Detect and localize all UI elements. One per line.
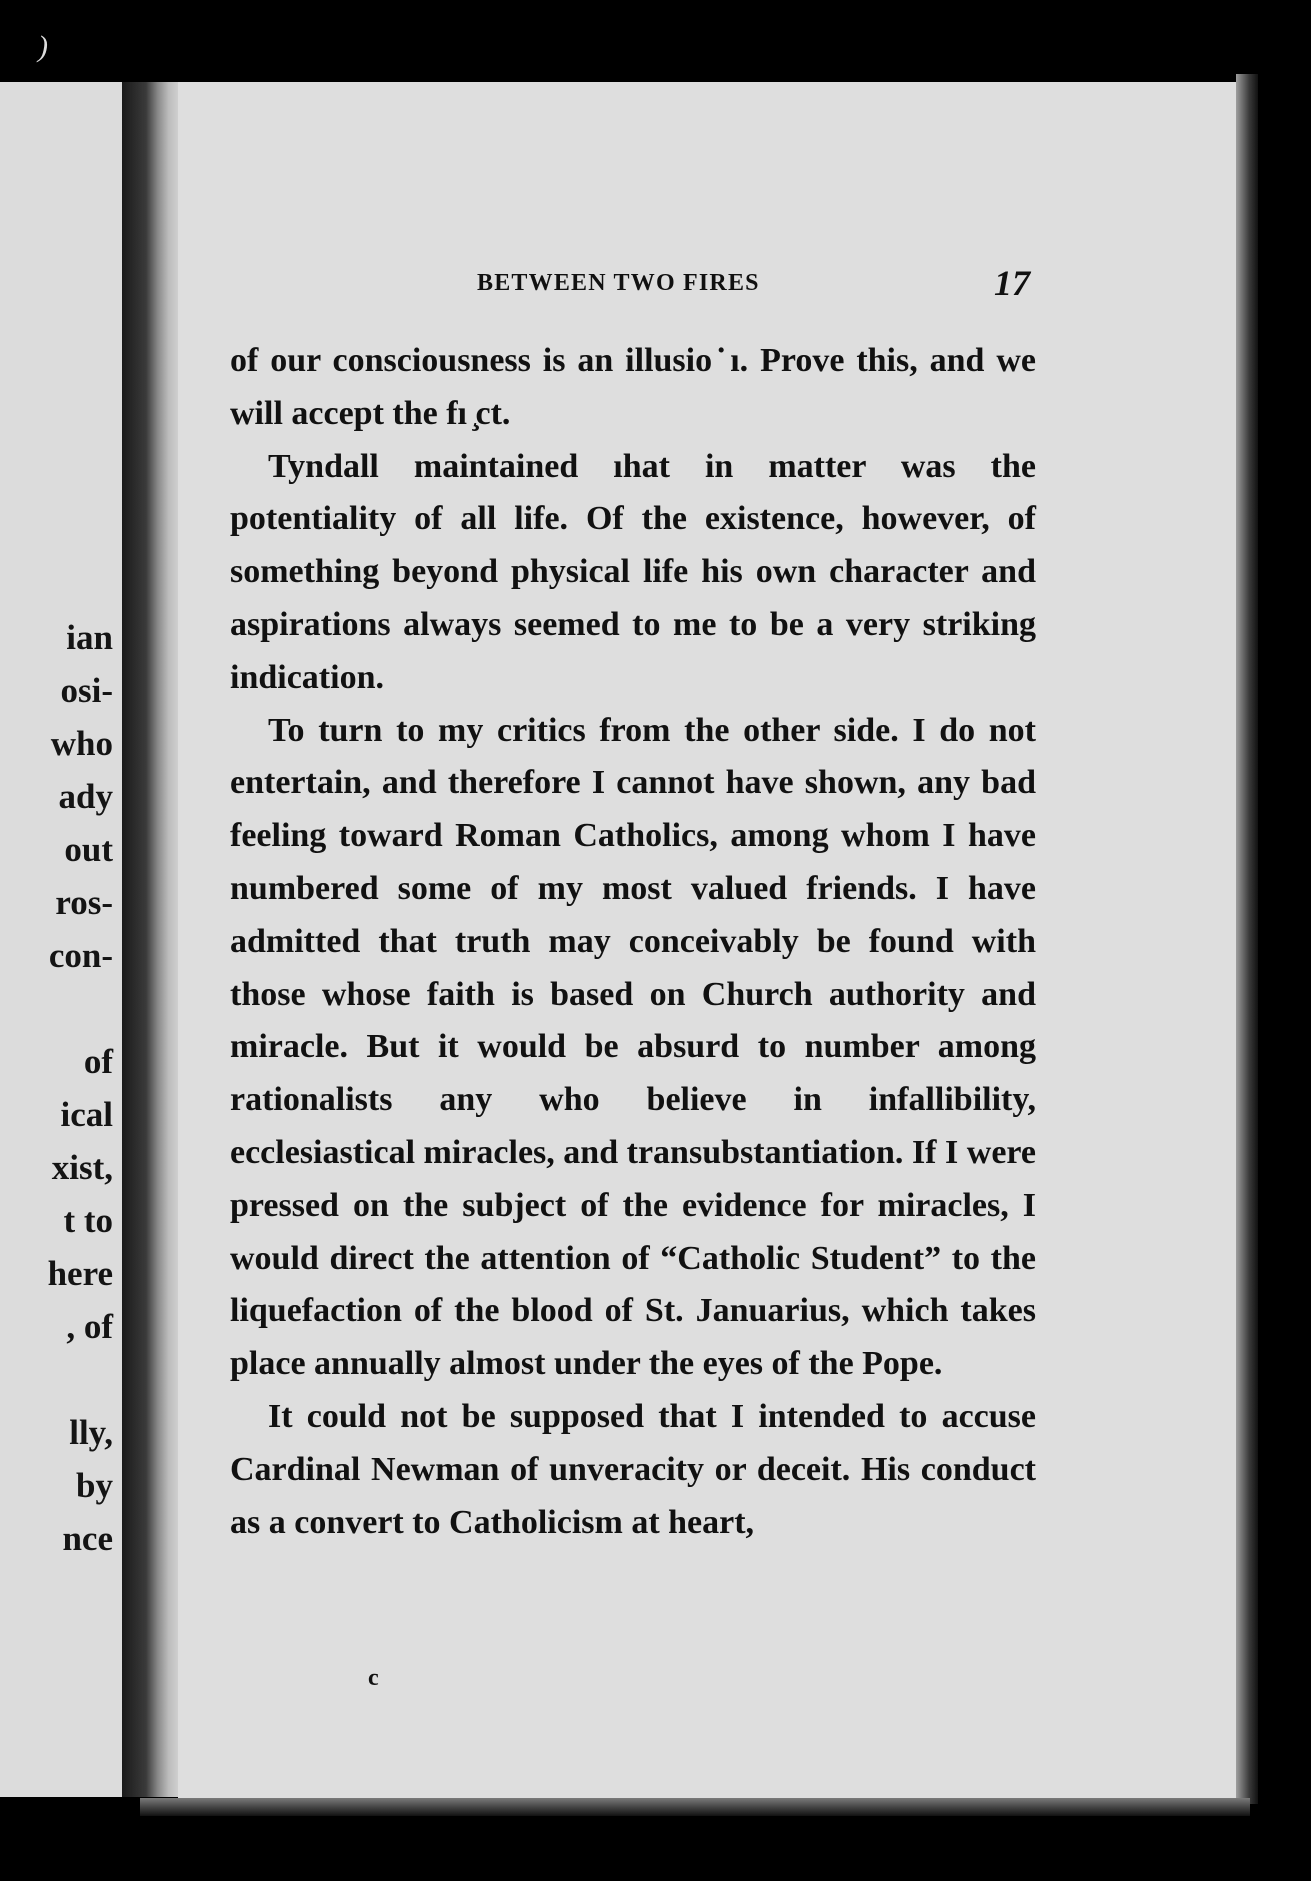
previous-page-fragment: of bbox=[83, 1042, 113, 1081]
previous-page-fragment: con- bbox=[48, 936, 113, 975]
previous-page-fragment: nce bbox=[62, 1519, 113, 1558]
previous-page-fragment: ros- bbox=[55, 883, 113, 922]
previous-page-edge bbox=[0, 82, 135, 1797]
book-page bbox=[178, 82, 1236, 1804]
previous-page-fragment: t to bbox=[63, 1201, 113, 1240]
page-edge-bottom bbox=[140, 1798, 1250, 1816]
previous-page-fragment: ian bbox=[66, 618, 113, 657]
running-header bbox=[178, 262, 1236, 302]
binding-gutter bbox=[122, 82, 182, 1797]
paragraph: It could not be supposed that I intended to accuse Cardinal Newman of unveracity or deceit. His conduct as a convert to Catholicism at heart, bbox=[230, 1397, 1036, 1541]
previous-page-fragment: osi- bbox=[60, 671, 113, 710]
previous-page-fragment: xist, bbox=[51, 1148, 113, 1187]
page-number: 17 bbox=[994, 263, 1030, 303]
previous-page-fragment: ady bbox=[58, 777, 113, 816]
previous-page-fragment: lly, bbox=[69, 1413, 113, 1452]
paragraph: To turn to my critics from the other side. I do not entertain, and therefore I cannot have shown, any bad feeling toward Roman Catholics, among whom I have numbered some of my most valued friends. I have admitted that truth may conceivably be found with those whose faith is based on Church authority and miracle. But it would be absurd to number among rationalists any who believe in infallibility, ecclesiastical miracles, and transubstantiation. If I were pressed on the subject of the evidence for miracles, I would direct the attention of “Catholic Student” to the liquefaction of the blood of St. Januarius, which takes place annually almost under the eyes of the Pope. bbox=[230, 711, 1036, 1383]
paragraph: of our consciousness is an illusio˙ı. Prove this, and we will accept the fı ̧ct. bbox=[230, 342, 1036, 432]
previous-page-fragment: who bbox=[50, 724, 113, 763]
paragraph: Tyndall maintained ıhat in matter was the potentiality of all life. Of the existence, however, of something beyond physical life his own character and aspirations always seemed to me to be a very striking indication. bbox=[230, 447, 1036, 696]
previous-page-fragment: , of bbox=[66, 1307, 113, 1346]
body-text bbox=[230, 335, 1036, 1549]
previous-page-fragment: out bbox=[64, 830, 113, 869]
signature-mark: c bbox=[368, 1665, 379, 1691]
previous-page-fragment: here bbox=[47, 1254, 113, 1293]
running-title: BETWEEN TWO FIRES bbox=[477, 270, 760, 296]
corner-mark: ) bbox=[38, 30, 48, 63]
page-edge-right bbox=[1236, 74, 1258, 1804]
previous-page-fragment: ical bbox=[60, 1095, 113, 1134]
previous-page-fragment: by bbox=[76, 1466, 113, 1505]
